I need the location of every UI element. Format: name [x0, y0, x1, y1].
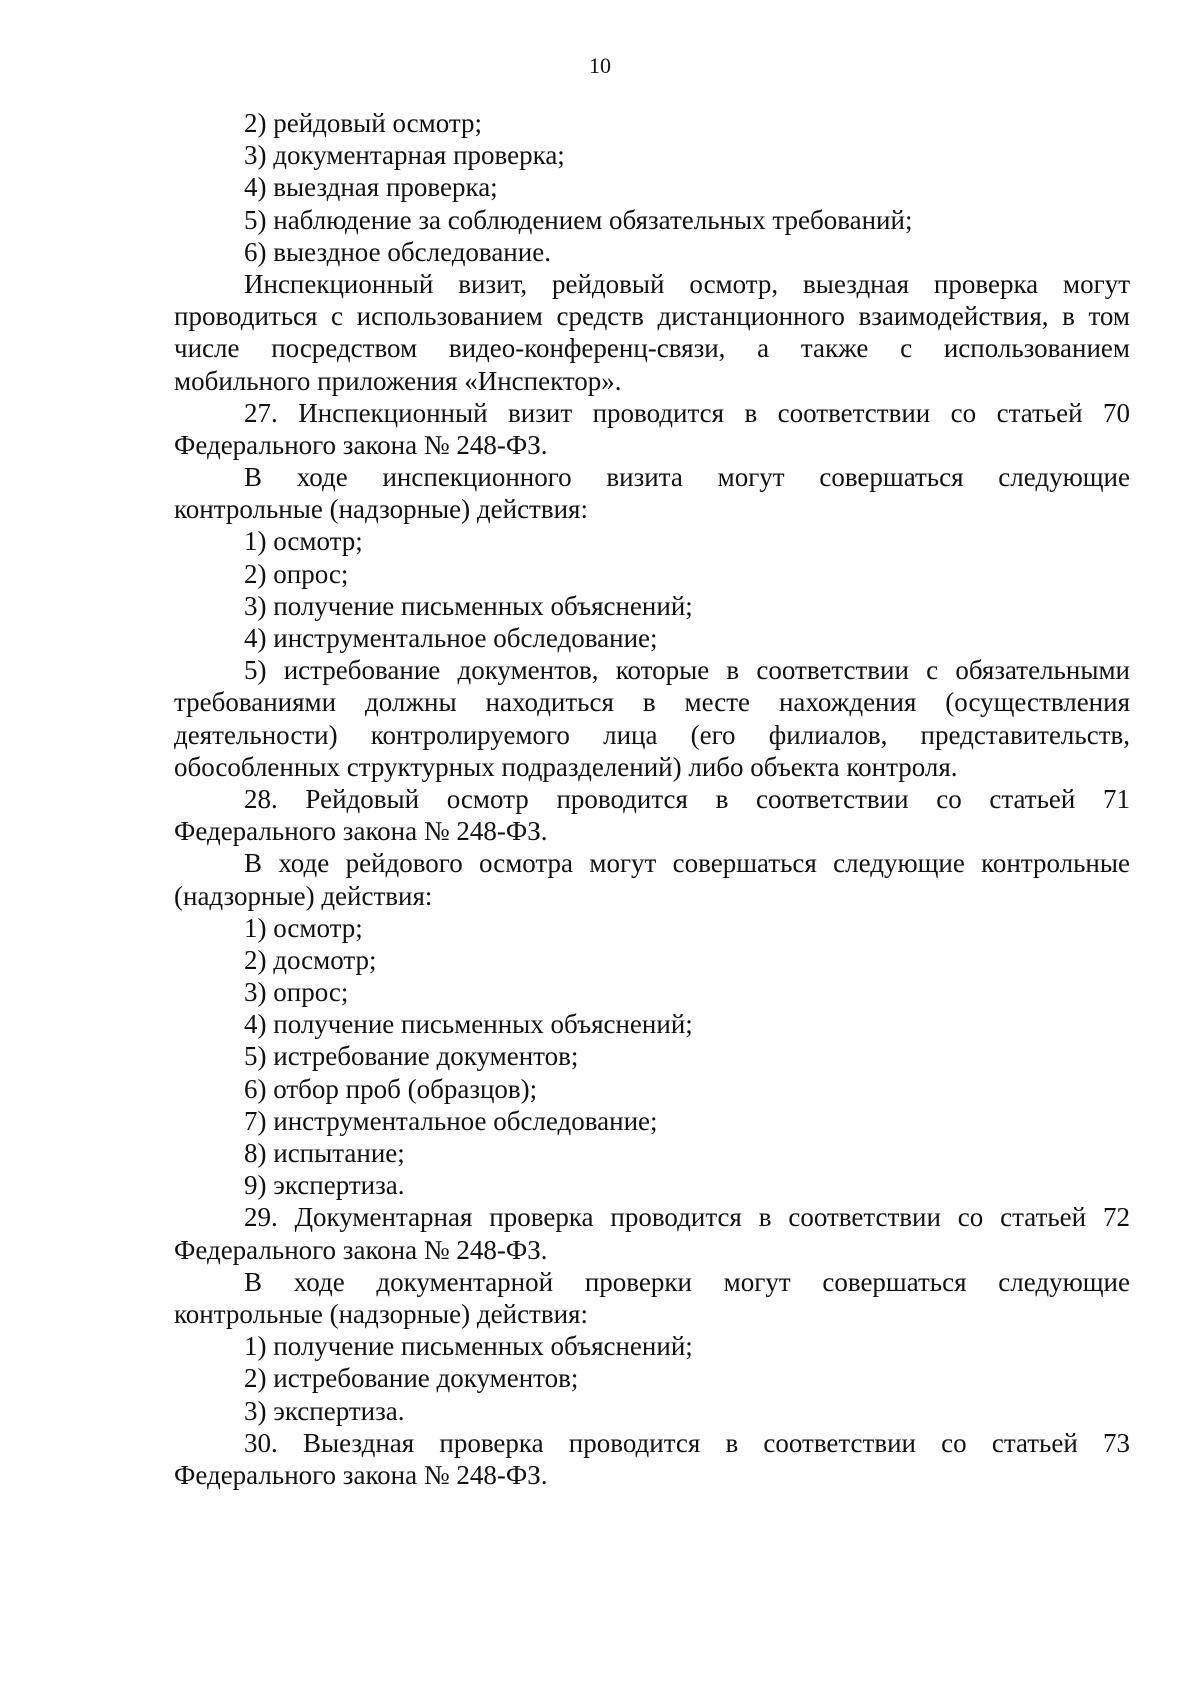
paragraph-line: требованиями должны находиться в месте нахождения (осуществления	[174, 687, 1130, 718]
paragraph-line: контрольные (надзорные) действия:	[174, 1298, 588, 1329]
list-item: 4) выездная проверка;	[244, 172, 498, 203]
list-item: 5) наблюдение за соблюдением обязательных требований;	[244, 204, 913, 235]
list-item: 1) получение письменных объяснений;	[244, 1331, 693, 1362]
list-item: 6) отбор проб (образцов);	[244, 1073, 538, 1104]
document-body	[174, 107, 1130, 1491]
paragraph-line: В ходе инспекционного визита могут совершаться следующие	[244, 462, 1130, 493]
paragraph-line: В ходе документарной проверки могут совершаться следующие	[244, 1266, 1130, 1297]
list-item: 2) опрос;	[244, 558, 349, 589]
paragraph-line: деятельности) контролируемого лица (его филиалов, представительств,	[174, 719, 1130, 750]
paragraph-line: Инспекционный визит, рейдовый осмотр, выездная проверка могут	[244, 268, 1130, 299]
list-item: 3) получение письменных объяснений;	[244, 590, 693, 621]
list-item: 3) документарная проверка;	[244, 140, 565, 171]
list-item: 9) экспертиза.	[244, 1170, 405, 1201]
paragraph-line: 27. Инспекционный визит проводится в соответствии со статьей 70	[244, 397, 1130, 428]
paragraph-line: 28. Рейдовый осмотр проводится в соответствии со статьей 71	[244, 783, 1130, 814]
list-item: 7) инструментальное обследование;	[244, 1105, 658, 1136]
paragraph-line: В ходе рейдового осмотра могут совершаться следующие контрольные	[244, 848, 1130, 879]
paragraph-line: (надзорные) действия:	[174, 880, 433, 911]
paragraph-line: Федерального закона № 248-ФЗ.	[174, 1234, 548, 1265]
paragraph-line: обособленных структурных подразделений) либо объекта контроля.	[174, 751, 958, 782]
list-item: 1) осмотр;	[244, 526, 363, 557]
paragraph-line: 29. Документарная проверка проводится в соответствии со статьей 72	[244, 1202, 1130, 1233]
list-item: 3) экспертиза.	[244, 1395, 405, 1426]
paragraph-line: проводиться с использованием средств дистанционного взаимодействия, в том	[174, 301, 1130, 332]
list-item: 5) истребование документов;	[244, 1041, 579, 1072]
list-item: 6) выездное обследование.	[244, 236, 551, 267]
paragraph-line: мобильного приложения «Инспектор».	[174, 365, 622, 396]
paragraph-line: числе посредством видео-конференц-связи, а также с использованием	[174, 333, 1130, 364]
page-number: 10	[589, 53, 611, 78]
paragraph-line: Федерального закона № 248-ФЗ.	[174, 816, 548, 847]
paragraph-line: контрольные (надзорные) действия:	[174, 494, 588, 525]
list-item: 8) испытание;	[244, 1138, 405, 1168]
list-item: 2) досмотр;	[244, 944, 377, 975]
paragraph-line: Федерального закона № 248-ФЗ.	[174, 1459, 548, 1490]
list-item: 4) получение письменных объяснений;	[244, 1009, 693, 1040]
list-item: 4) инструментальное обследование;	[244, 623, 658, 653]
list-item: 1) осмотр;	[244, 912, 363, 943]
list-item: 3) опрос;	[244, 977, 349, 1008]
list-item: 2) истребование документов;	[244, 1363, 579, 1394]
paragraph-line: 5) истребование документов, которые в соответствии с обязательными	[244, 655, 1130, 686]
list-item: 2) рейдовый осмотр;	[244, 108, 483, 138]
paragraph-line: Федерального закона № 248-ФЗ.	[174, 429, 548, 460]
paragraph-line: 30. Выездная проверка проводится в соответствии со статьей 73	[244, 1427, 1130, 1458]
